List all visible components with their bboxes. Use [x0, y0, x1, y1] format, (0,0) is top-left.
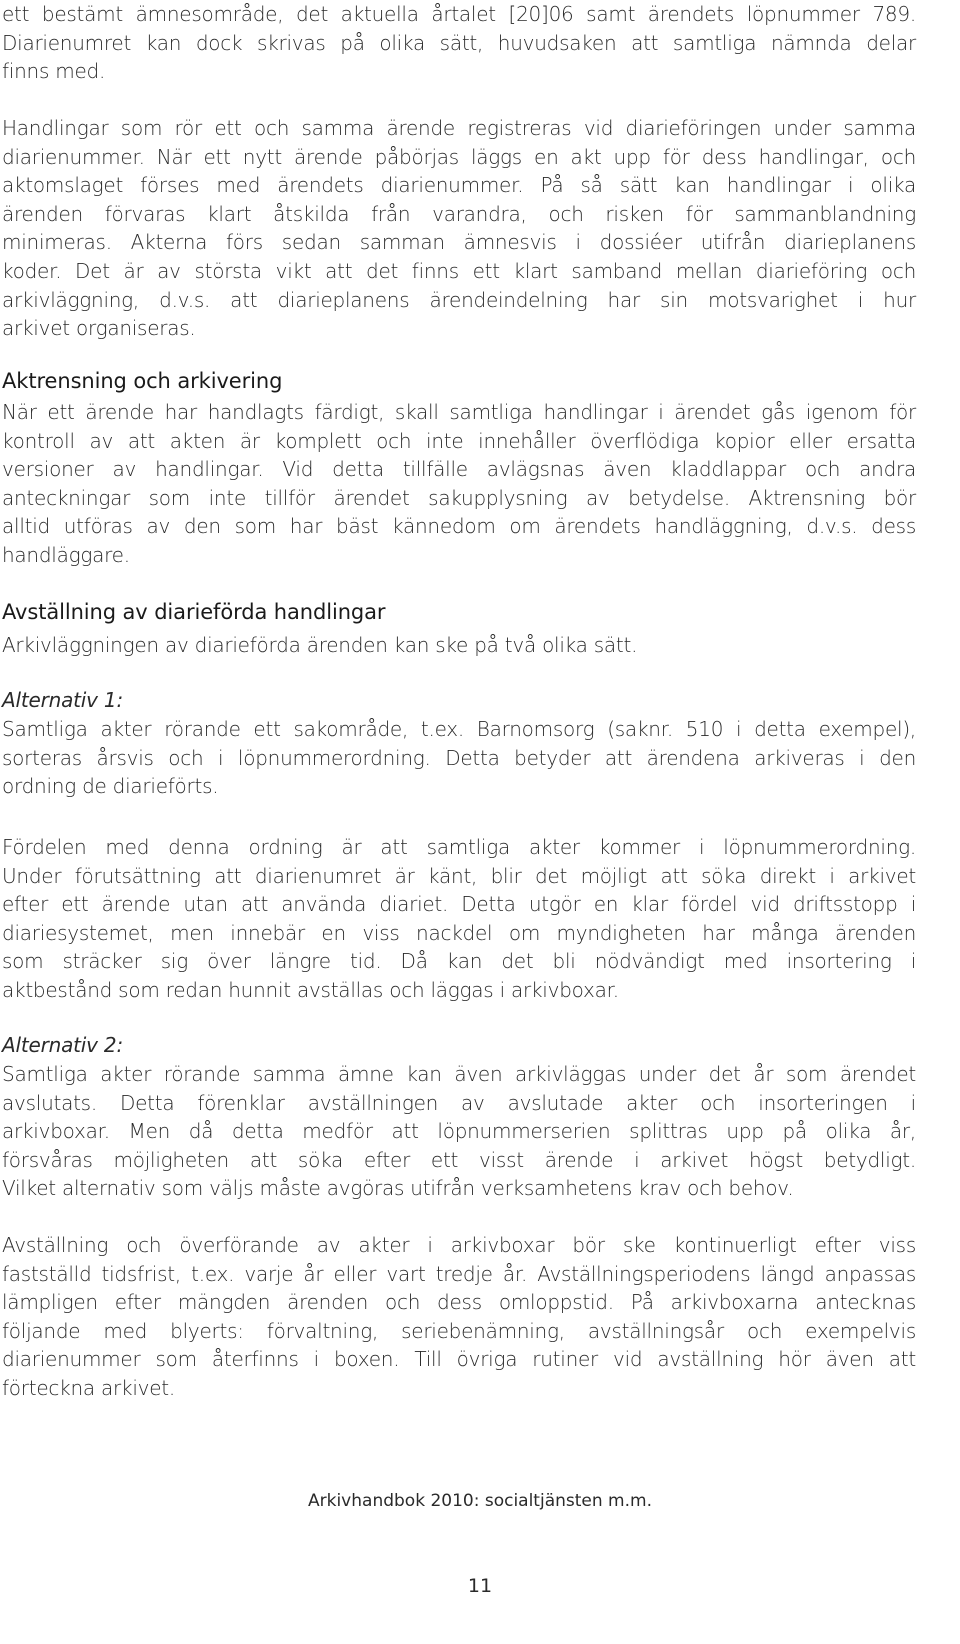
text-line: diarienummer som återfinns i boxen. Till övriga rutiner vid avställning hör även att: [2, 1347, 916, 1372]
text-line: När ett ärende har handlagts färdigt, skall samtliga handlingar i ärendet gås igenom för: [2, 400, 916, 424]
paragraph-diarienummer: [2, 114, 916, 343]
footer-book-title: Arkivhandbok 2010: socialtjänsten m.m.: [308, 1491, 652, 1511]
text-line: Samtliga akter rörande samma ämne kan även arkivläggas under det år som ärendet: [2, 1062, 916, 1086]
paragraph-lines: [2, 1060, 916, 1203]
text-line: ärenden förvaras klart åtskilda från varandra, och risken för sammanblandning: [2, 201, 916, 226]
text-line: versioner av handlingar. Vid detta tillfälle avlägsnas även kladdlappar och andra: [2, 457, 916, 482]
paragraph-fordelen: [2, 833, 916, 1005]
text-line: ett bestämt ämnesområde, det aktuella årtalet [20]06 samt ärendets löpnummer 789.: [2, 2, 916, 26]
paragraph-lines: [2, 398, 916, 570]
text-line: alltid utföras av den som har bäst kännedom om ärendets handläggning, d.v.s. dess: [2, 514, 916, 539]
paragraph-lines: [2, 631, 916, 660]
page-number: 11: [467, 1575, 493, 1597]
text-line: Diarienumret kan dock skrivas på olika sätt, huvudsaken att samtliga nämnda delar: [2, 30, 916, 55]
alternative-2-label: Alternativ 2:: [2, 1033, 123, 1057]
section-heading-aktrensning: Aktrensning och arkivering: [2, 369, 283, 393]
text-line: Handlingar som rör ett och samma ärende registreras vid diarieföringen under samma: [2, 116, 916, 140]
text-line: förteckna arkivet.: [2, 1375, 175, 1400]
text-line: sorteras årsvis och i löpnummerordning. Detta betyder att ärendena arkiveras i den: [2, 745, 916, 770]
text-line: koder. Det är av största vikt att det finns ett klart samband mellan diarieföring och: [2, 258, 916, 283]
paragraph-overforande: [2, 1231, 916, 1403]
section-heading-avstallning: Avställning av diarieförda handlingar: [2, 600, 386, 624]
text-line: arkivboxar. Men då detta medför att löpnummerserien splittras upp på olika år,: [2, 1119, 916, 1144]
paragraph-alternative-2: [2, 1060, 916, 1203]
paragraph-lines: [2, 1231, 916, 1403]
text-line: som sträcker sig över längre tid. Då kan det bli nödvändigt med insortering i: [2, 949, 916, 974]
text-line: Fördelen med denna ordning är att samtliga akter kommer i löpnummerordning.: [2, 835, 916, 859]
text-line: Avställning och överförande av akter i arkivboxar bör ske kontinuerligt efter viss: [2, 1233, 916, 1257]
paragraph-alternative-1: [2, 715, 916, 801]
text-line: lämpligen efter mängden ärenden och dess omloppstid. På arkivboxarna antecknas: [2, 1290, 916, 1315]
text-line: Arkivläggningen av diarieförda ärenden kan ske på två olika sätt.: [2, 633, 638, 657]
text-line: följande med blyerts: förvaltning, seriebenämning, avställningsår och exempelvis: [2, 1318, 916, 1343]
text-line: Vilket alternativ som väljs måste avgöras utifrån verksamhetens krav och behov.: [2, 1176, 794, 1201]
text-line: ordning de diarieförts.: [2, 774, 219, 799]
text-line: arkivet organiseras.: [2, 316, 196, 341]
text-line: handläggare.: [2, 542, 130, 567]
paragraph-arkivlaggning: [2, 631, 916, 660]
paragraph-lines: [2, 715, 916, 801]
text-line: Under förutsättning att diarienumret är känt, blir det möjligt att söka direkt i arkivet: [2, 863, 916, 888]
text-line: kontroll av att akten är komplett och inte innehåller överflödiga kopior eller ersatta: [2, 428, 916, 453]
text-line: aktomslaget förses med ärendets diarienummer. På så sätt kan handlingar i olika: [2, 173, 916, 198]
text-line: Samtliga akter rörande ett sakområde, t.ex. Barnomsorg (saknr. 510 i detta exempel),: [2, 717, 916, 741]
text-line: avslutats. Detta förenklar avställningen av avslutade akter och insorteringen i: [2, 1090, 916, 1115]
text-line: diarienummer. När ett nytt ärende påbörjas läggs en akt upp för dess handlingar, och: [2, 144, 916, 169]
text-line: minimeras. Akterna förs sedan samman ämnesvis i dossiéer utifrån diarieplanens: [2, 230, 916, 255]
alternative-1-label: Alternativ 1:: [2, 688, 123, 712]
paragraph-lines: [2, 114, 916, 343]
paragraph-lines: [2, 0, 916, 86]
paragraph-intro: [2, 0, 916, 86]
text-line: försvåras möjligheten att söka efter ett visst ärende i arkivet högst betydligt.: [2, 1147, 916, 1172]
text-line: aktbestånd som redan hunnit avställas och läggas i arkivboxar.: [2, 977, 619, 1002]
paragraph-aktrensning: [2, 398, 916, 570]
text-line: anteckningar som inte tillför ärendet sakupplysning av betydelse. Aktrensning bör: [2, 485, 916, 510]
text-line: efter ett ärende utan att använda diariet. Detta utgör en klar fördel vid driftsstopp i: [2, 892, 916, 917]
text-line: fastställd tidsfrist, t.ex. varje år eller vart tredje år. Avställningsperiodens längd anpassas: [2, 1261, 916, 1286]
text-line: diariesystemet, men innebär en viss nackdel om myndigheten har många ärenden: [2, 920, 916, 945]
text-line: arkivläggning, d.v.s. att diarieplanens ärendeindelning har sin motsvarighet i hur: [2, 287, 916, 312]
text-line: finns med.: [2, 59, 106, 84]
paragraph-lines: [2, 833, 916, 1005]
